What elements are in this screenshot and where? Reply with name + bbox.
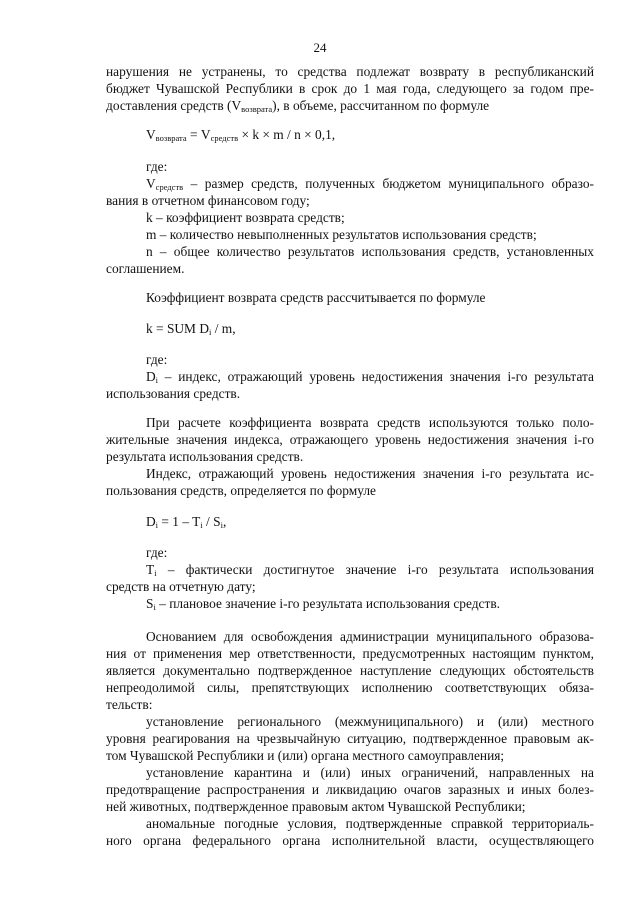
where-label: где: (146, 159, 168, 174)
formula-coefficient: k = SUM $D_i$ / m, (146, 321, 236, 337)
text-line: тельств: (106, 697, 153, 712)
text-line: бюджет Чувашской Республики в срок до 1 мая года, следующего за годом пре- (106, 81, 594, 96)
text-line: Индекс, отражающий уровень недостижения значения i-го результата ис- (146, 466, 594, 481)
text-line: том Чувашской Республики и (или) органа местного самоуправления; (106, 748, 505, 763)
formula-vozvrata: $V_{возврата} = V_{средств} \times k \times m / n \times 0,1$, (146, 127, 336, 143)
definition-line: $V_{средств}$ – размер средств, полученных бюджетом муниципального образо- (146, 176, 594, 192)
text-line: пользования средств, определяется по формуле (106, 483, 376, 498)
text-line: уровня реагирования на чрезвычайную ситуацию, подтвержденное правовым ак- (106, 731, 594, 746)
text-line: ния от применения мер ответственности, предусмотренных настоящим пунктом, (106, 646, 594, 661)
text-line: Основанием для освобождения администрации муниципального образова- (146, 629, 594, 644)
text-line: является документально подтвержденное наступление следующих обстоятельств (106, 663, 594, 678)
where-label: где: (146, 352, 168, 367)
definition-line: $T_i$ – фактически достигнутое значение i-го результата использования (146, 562, 594, 578)
list-item: аномальные погодные условия, подтвержденные справкой территориаль- (146, 816, 594, 831)
text-line: Коэффициент возврата средств рассчитывается по формуле (146, 290, 486, 305)
list-item: установление карантина и (или) иных ограничений, направленных на (146, 765, 594, 780)
definition-line: использования средств. (106, 386, 241, 401)
definition-line: $D_i$ – индекс, отражающий уровень недостижения значения i-го результата (146, 369, 594, 385)
definition-line: k – коэффициент возврата средств; (146, 210, 345, 225)
where-label: где: (146, 545, 168, 560)
definition-line: n – общее количество результатов использования средств, установленных (146, 244, 594, 259)
definition-line: m – количество невыполненных результатов использования средств; (146, 227, 537, 242)
text-line: ного органа федерального органа исполнительной власти, осуществляющего (106, 833, 594, 848)
text-line: доставления средств $(V_{возврата})$, в объеме, рассчитанном по формуле (106, 98, 490, 114)
text-line: ней животных, подтвержденное правовым актом Чувашской Республики; (106, 799, 526, 814)
text-line: результата использования средств. (106, 449, 304, 464)
text-line: жительные значения индекса, отражающего уровень недостижения значения i-го (106, 432, 594, 447)
text-line: предотвращение распространения и ликвидацию очагов заразных и иных болез- (106, 782, 594, 797)
definition-line: $S_i$ – плановое значение i-го результата использования средств. (146, 596, 501, 612)
text-line: непреодолимой силы, препятствующих исполнению соответствующих обяза- (106, 680, 594, 695)
definition-line: вания в отчетном финансовом году; (106, 193, 310, 208)
list-item: установление регионального (межмуниципального) и (или) местного (146, 714, 594, 729)
text-line: нарушения не устранены, то средства подлежат возврату в республиканский (106, 64, 594, 79)
definition-line: средств на отчетную дату; (106, 579, 256, 594)
text-line: При расчете коэффициента возврата средств используются только поло- (146, 415, 594, 430)
definition-line: соглашением. (106, 261, 185, 276)
formula-index: $D_i = 1 - T_i / S_i$, (146, 514, 227, 530)
page-number: 24 (313, 40, 327, 55)
